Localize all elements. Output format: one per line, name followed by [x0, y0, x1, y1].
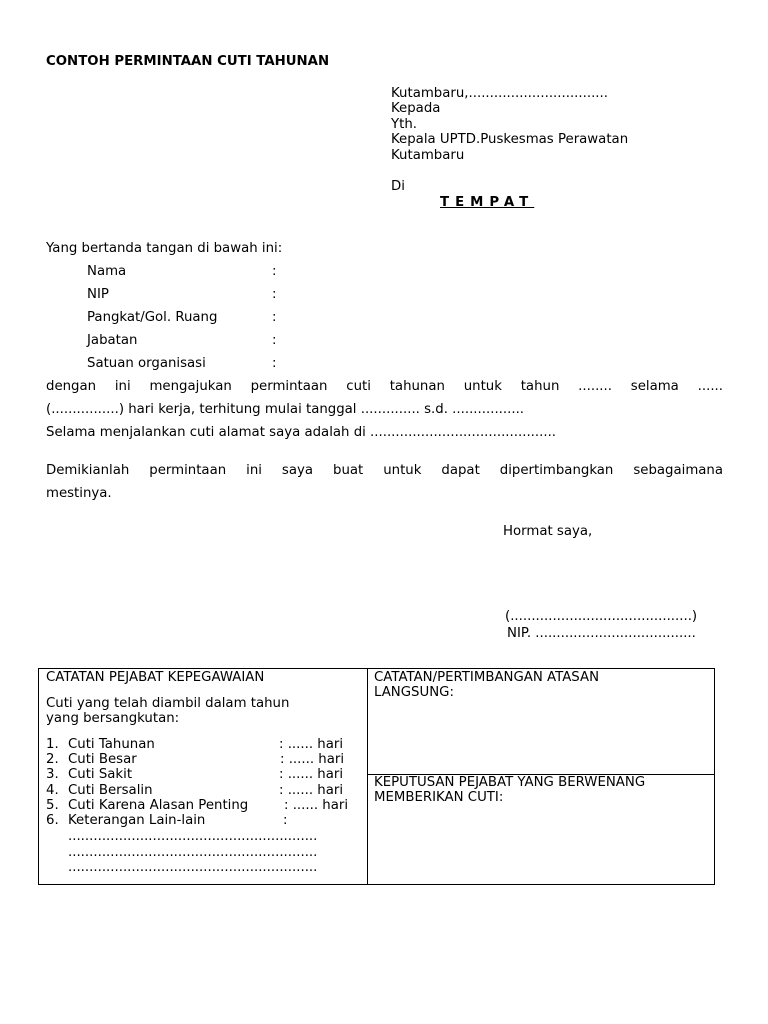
- list-value: : ...... hari: [279, 783, 344, 798]
- address-di: Di: [391, 179, 405, 194]
- list-value: : ...... hari: [279, 767, 344, 782]
- field-colon: :: [272, 310, 277, 325]
- list-number: 4.: [46, 783, 59, 798]
- document-title: CONTOH PERMINTAAN CUTI TAHUNAN: [46, 54, 330, 69]
- left-cell-intro-1: Cuti yang telah diambil dalam tahun: [46, 696, 290, 711]
- list-number: 1.: [46, 737, 59, 752]
- left-cell-title: CATATAN PEJABAT KEPEGAWAIAN: [46, 670, 265, 685]
- table-divider-vertical: [367, 668, 368, 885]
- field-colon: :: [272, 356, 277, 371]
- field-label: Jabatan: [87, 333, 138, 348]
- dotted-line: ...........................................................: [68, 845, 318, 860]
- list-text: Cuti Sakit: [68, 767, 133, 782]
- body-line-1: dengan ini mengajukan permintaan cuti tahunan untuk tahun ........ selama ......: [46, 379, 723, 394]
- list-number: 5.: [46, 798, 59, 813]
- signature-name-line: (...........................................): [505, 609, 698, 624]
- field-label: Nama: [87, 264, 127, 279]
- regards-text: Hormat saya,: [503, 524, 593, 539]
- dotted-line: ...........................................................: [68, 860, 318, 875]
- list-value: : ...... hari: [280, 752, 345, 767]
- field-label: Pangkat/Gol. Ruang: [87, 310, 218, 325]
- list-value: : ...... hari: [284, 798, 349, 813]
- dotted-line: ...........................................................: [68, 829, 318, 844]
- address-recipient-place: Kutambaru: [391, 148, 465, 163]
- list-value: : ...... hari: [279, 737, 344, 752]
- closing-line-1: Demikianlah permintaan ini saya buat untuk dapat dipertimbangkan sebagaimana: [46, 463, 723, 478]
- intro-text: Yang bertanda tangan di bawah ini:: [46, 241, 283, 256]
- signature-nip-line: NIP. ......................................: [507, 626, 696, 641]
- left-cell-intro-2: yang bersangkutan:: [46, 711, 180, 726]
- list-number: 3.: [46, 767, 59, 782]
- field-label: Satuan organisasi: [87, 356, 206, 371]
- body-line-3: Selama menjalankan cuti alamat saya adalah di ............................................: [46, 425, 557, 440]
- closing-line-2: mestinya.: [46, 486, 112, 501]
- list-text: Cuti Tahunan: [68, 737, 155, 752]
- field-colon: :: [272, 264, 277, 279]
- list-text: Keterangan Lain-lain: [68, 813, 206, 828]
- right-bottom-title-2: MEMBERIKAN CUTI:: [374, 790, 504, 805]
- list-value: :: [283, 813, 288, 828]
- list-text: Cuti Karena Alasan Penting: [68, 798, 249, 813]
- address-recipient: Kepala UPTD.Puskesmas Perawatan: [391, 132, 629, 147]
- list-number: 2.: [46, 752, 59, 767]
- right-bottom-title-1: KEPUTUSAN PEJABAT YANG BERWENANG: [374, 775, 646, 790]
- address-to: Kepada: [391, 101, 441, 116]
- body-line-2: (................) hari kerja, terhitung mulai tanggal .............. s.d. .................: [46, 402, 525, 417]
- field-colon: :: [272, 333, 277, 348]
- address-yth: Yth.: [391, 117, 417, 132]
- place-date: Kutambaru,.................................: [391, 86, 608, 101]
- list-text: Cuti Besar: [68, 752, 137, 767]
- field-colon: :: [272, 287, 277, 302]
- right-top-title-2: LANGSUNG:: [374, 685, 454, 700]
- right-top-title-1: CATATAN/PERTIMBANGAN ATASAN: [374, 670, 600, 685]
- address-tempat: TEMPAT: [440, 195, 535, 210]
- list-text: Cuti Bersalin: [68, 783, 153, 798]
- field-label: NIP: [87, 287, 109, 302]
- list-number: 6.: [46, 813, 59, 828]
